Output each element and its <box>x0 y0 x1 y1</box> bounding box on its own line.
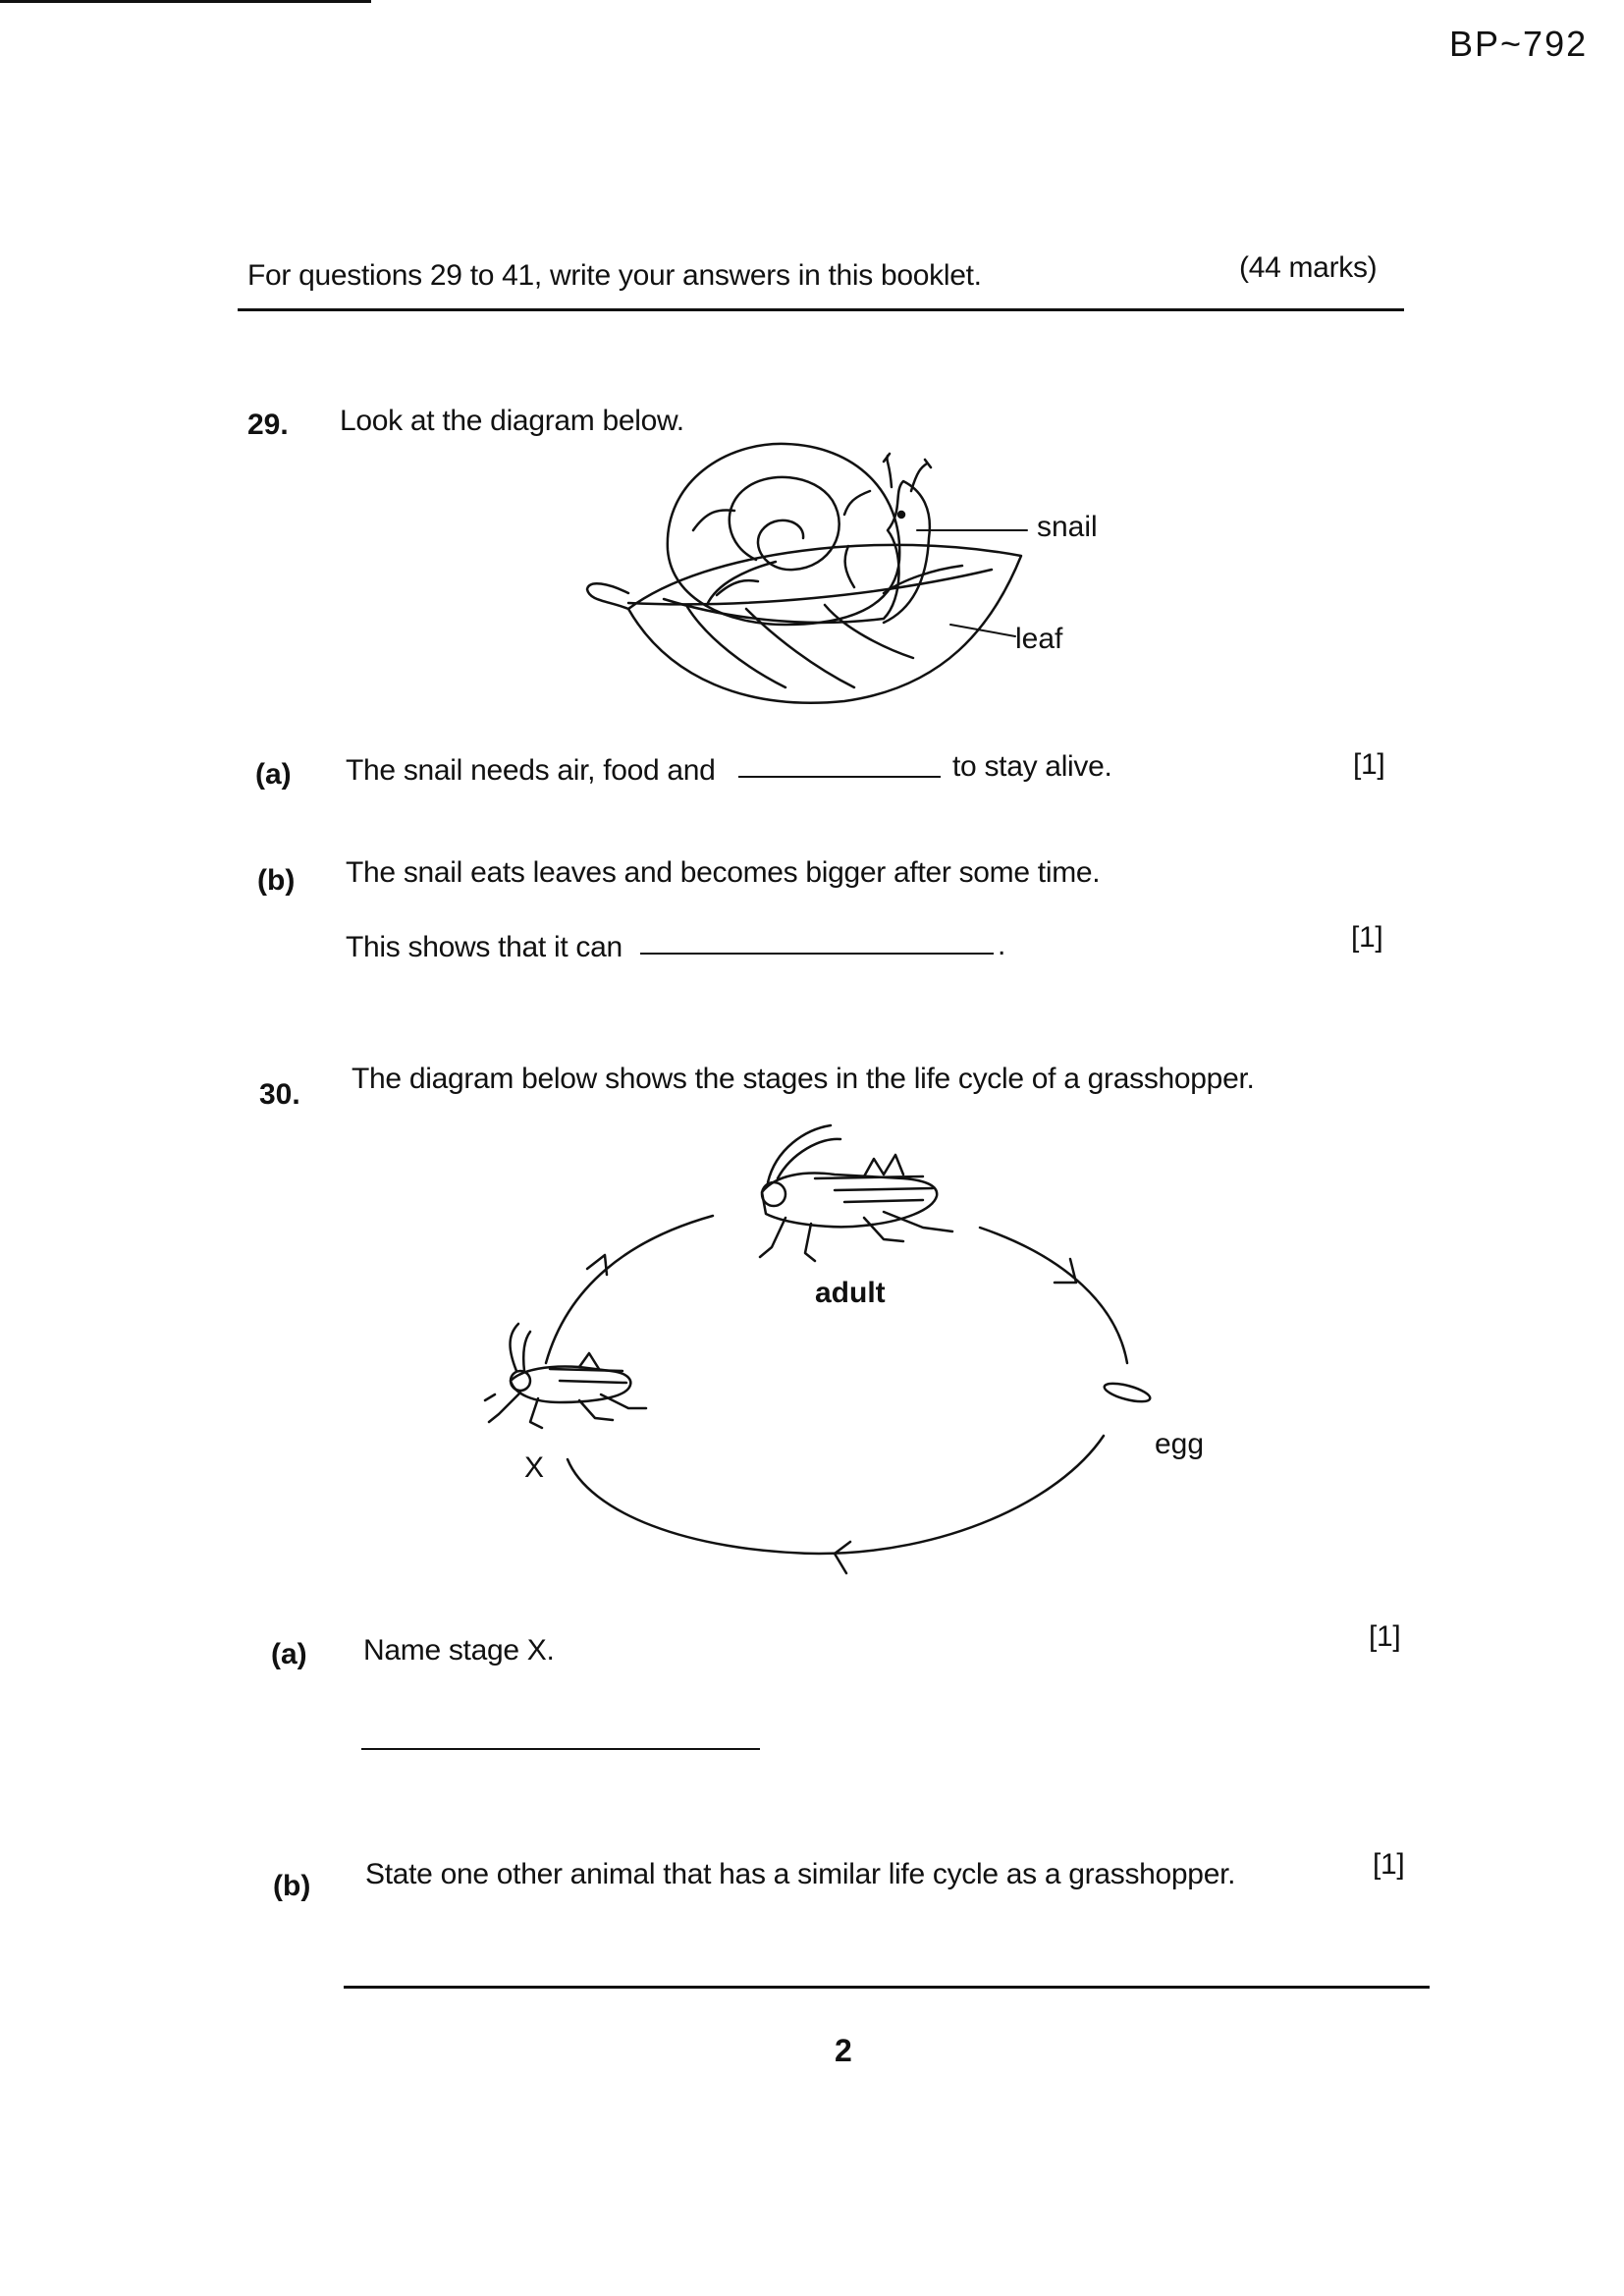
header-rule <box>238 308 1404 311</box>
question-29b-line1: The snail eats leaves and becomes bigger after some time. <box>346 856 1101 889</box>
stage-x-label: X <box>524 1451 545 1484</box>
question-29-prompt: Look at the diagram below. <box>340 405 684 437</box>
question-30-number: 30. <box>259 1078 300 1111</box>
snail-label: snail <box>1037 511 1098 543</box>
adult-label: adult <box>815 1277 886 1309</box>
question-29b-answer-blank[interactable] <box>640 953 994 955</box>
question-30a-answer-line[interactable] <box>361 1748 760 1750</box>
question-30b-marks: [1] <box>1373 1848 1405 1881</box>
answer-instruction: For questions 29 to 41, write your answers in this booklet. <box>247 259 982 292</box>
question-30-prompt: The diagram below shows the stages in the life cycle of a grasshopper. <box>352 1063 1255 1095</box>
total-marks: (44 marks) <box>1239 251 1378 284</box>
question-29a-marks: [1] <box>1353 748 1385 781</box>
question-30a-label: (a) <box>271 1638 307 1670</box>
question-29b-period: . <box>998 929 1006 961</box>
leaf-label: leaf <box>1015 623 1063 655</box>
question-30b-label: (b) <box>273 1870 311 1902</box>
question-29a-label: (a) <box>255 758 292 791</box>
question-30a-marks: [1] <box>1369 1620 1401 1653</box>
question-30b-text: State one other animal that has a similar life cycle as a grasshopper. <box>365 1858 1236 1890</box>
question-29a-text-start: The snail needs air, food and <box>346 754 716 787</box>
page-number: 2 <box>835 2033 852 2068</box>
question-30b-answer-line[interactable] <box>344 1986 1430 1989</box>
scan-edge-line <box>0 0 371 3</box>
question-29a-answer-blank[interactable] <box>738 776 941 778</box>
question-29a-text-end: to stay alive. <box>952 750 1112 783</box>
document-code: BP~792 <box>1449 24 1589 64</box>
question-29b-label: (b) <box>257 864 296 897</box>
egg-label: egg <box>1155 1428 1205 1460</box>
question-29b-marks: [1] <box>1351 921 1383 954</box>
question-29b-line2: This shows that it can <box>346 931 623 963</box>
question-29-number: 29. <box>247 409 289 441</box>
question-30a-text: Name stage X. <box>363 1634 555 1667</box>
